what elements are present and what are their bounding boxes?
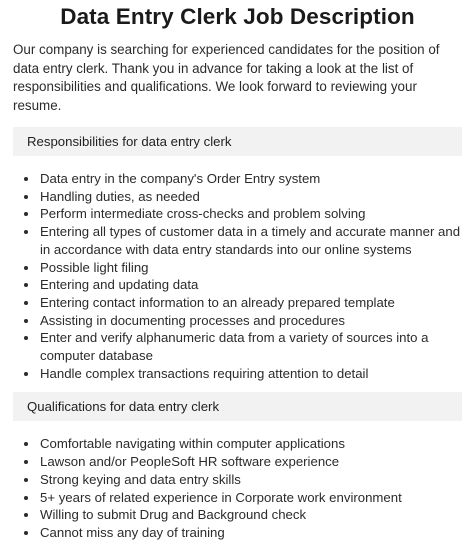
list-item-text: Data entry in the company's Order Entry system — [40, 171, 321, 186]
bullet-icon — [24, 513, 28, 517]
list-item-text: Entering all types of customer data in a timely and accurate manner and in accordance with data entry standards into our online systems — [40, 224, 461, 257]
list-item — [40, 524, 462, 542]
list-item-text: 5+ years of related experience in Corporate work environment — [40, 489, 402, 505]
list-item-text: Strong keying and data entry skills — [40, 471, 241, 487]
list-item — [40, 205, 462, 223]
bullet-icon — [24, 195, 28, 199]
qualifications-heading: Qualifications for data entry clerk — [13, 392, 462, 421]
list-item-text: Willing to submit Drug and Background check — [40, 507, 307, 523]
bullet-icon — [24, 177, 28, 181]
list-item — [40, 259, 462, 277]
list-item — [40, 188, 462, 206]
list-item — [40, 329, 462, 364]
list-item-text: Enter and verify alphanumeric data from a variety of sources into a computer database — [40, 330, 429, 364]
list-item — [40, 453, 462, 471]
list-item-text: Entering contact information to an already prepared template — [40, 294, 395, 310]
bullet-icon — [24, 496, 28, 500]
bullet-icon — [24, 372, 28, 376]
list-item-text: Handle complex transactions requiring attention to detail — [40, 365, 369, 381]
bullet-icon — [24, 266, 28, 270]
bullet-icon — [24, 212, 28, 216]
bullet-icon — [24, 442, 28, 446]
list-item — [40, 471, 462, 489]
list-item — [40, 312, 462, 330]
list-item-text: Assisting in documenting processes and procedures — [40, 312, 345, 328]
list-item — [40, 294, 462, 312]
list-item-text: Possible light filing — [40, 259, 149, 275]
page-title: Data Entry Clerk Job Description — [60, 4, 415, 29]
bullet-icon — [24, 478, 28, 482]
list-item — [40, 365, 462, 383]
qualifications-list — [13, 435, 462, 541]
bullet-icon — [24, 230, 28, 234]
bullet-icon — [24, 301, 28, 305]
list-item-text: Lawson and/or PeopleSoft HR software experience — [40, 454, 340, 470]
list-item — [40, 170, 462, 188]
list-item — [40, 489, 462, 507]
bullet-icon — [24, 319, 28, 323]
list-item — [40, 435, 462, 453]
responsibilities-heading: Responsibilities for data entry clerk — [13, 127, 462, 156]
list-item-text: Entering and updating data — [40, 277, 199, 293]
responsibilities-list — [13, 170, 462, 382]
bullet-icon — [24, 336, 28, 340]
bullet-icon — [24, 283, 28, 287]
list-item — [40, 223, 462, 258]
list-item-text: Handling duties, as needed — [40, 188, 200, 204]
bullet-icon — [24, 531, 28, 535]
bullet-icon — [24, 460, 28, 464]
list-item-text: Comfortable navigating within computer applications — [40, 436, 345, 452]
list-item — [40, 276, 462, 294]
intro-paragraph: Our company is searching for experienced candidates for the position of data entry clerk. Thank you in advance for taking a look at the list of responsibilities and qualifications. We look forward to reviewing your resume. — [13, 42, 440, 113]
list-item-text: Perform intermediate cross-checks and problem solving — [40, 206, 366, 222]
list-item — [40, 506, 462, 524]
list-item-text: Cannot miss any day of training — [40, 524, 225, 540]
